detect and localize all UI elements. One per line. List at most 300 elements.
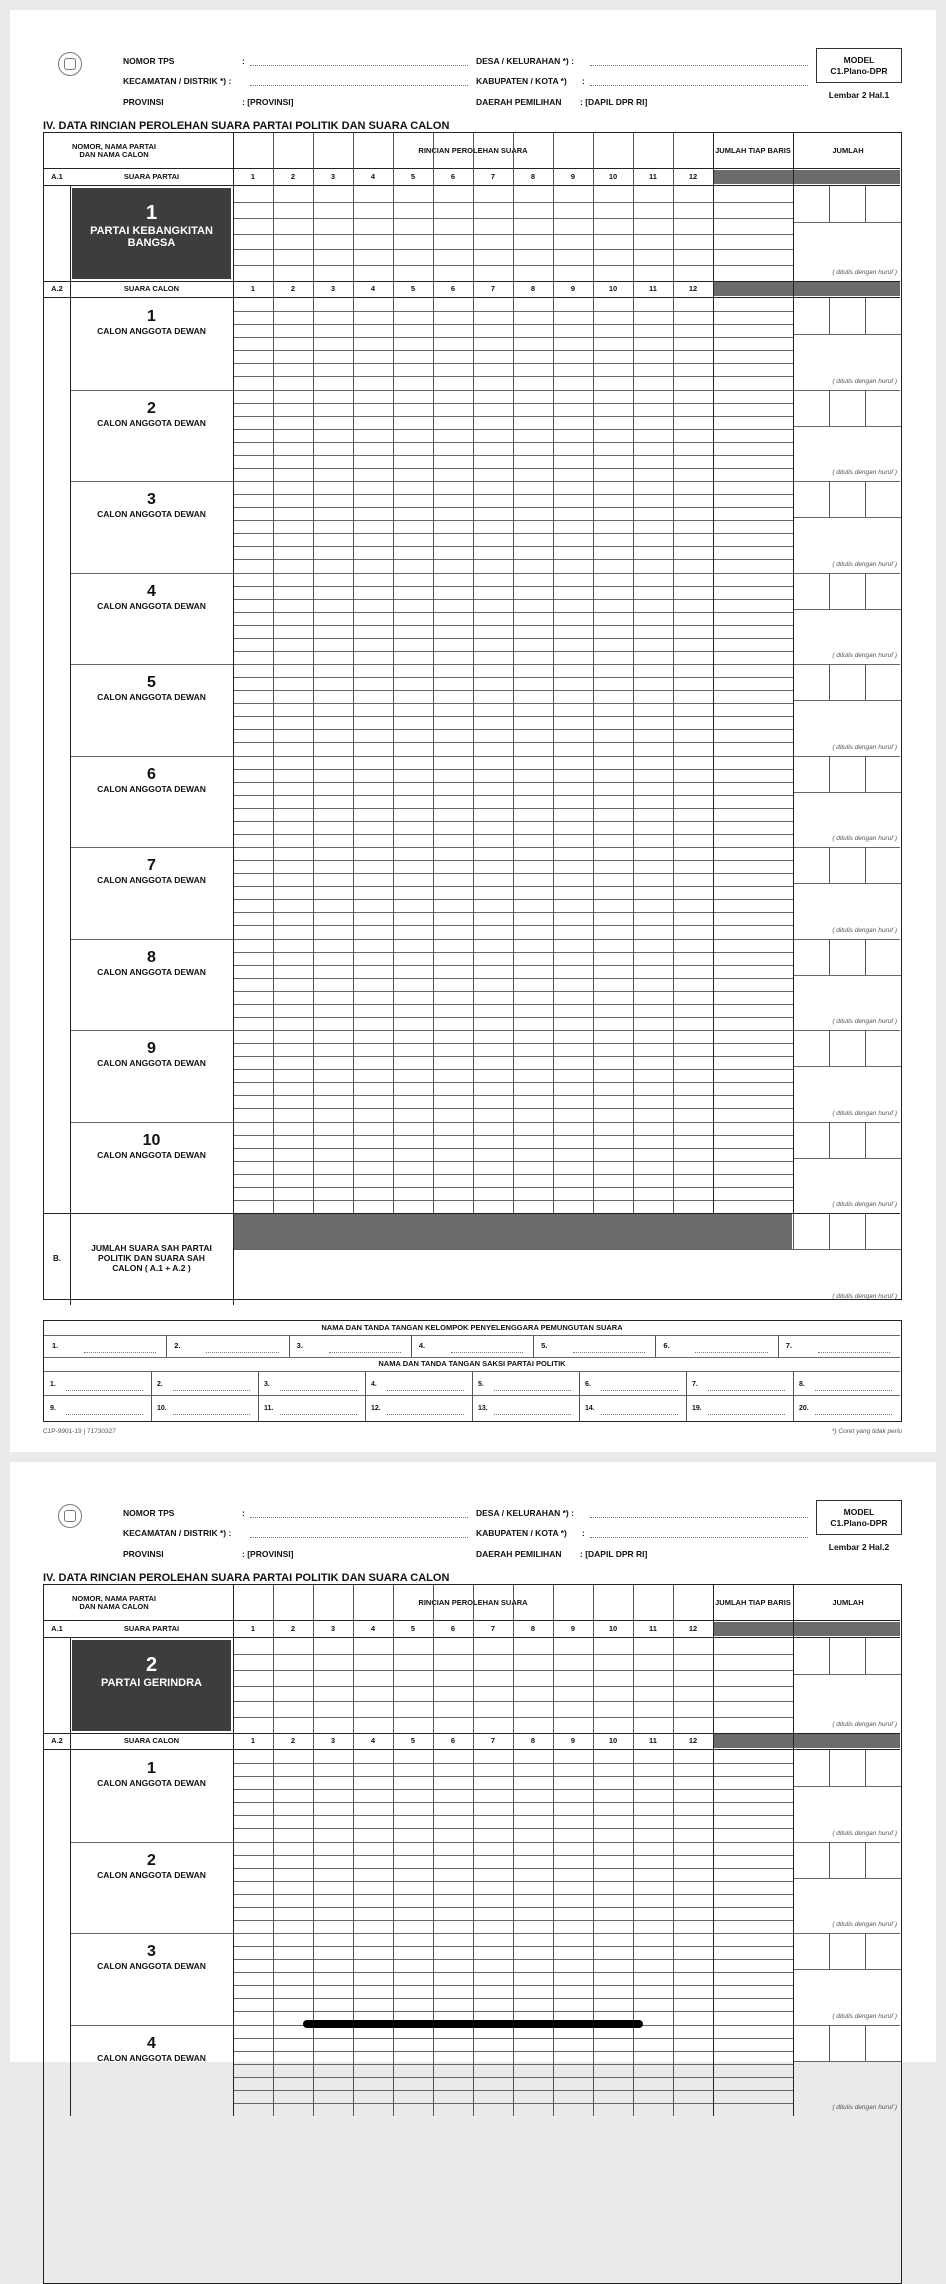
saksi-dots	[708, 1383, 785, 1391]
row-code-a2: A.2	[51, 284, 63, 293]
kabupaten-colon: :	[582, 1528, 585, 1538]
kpps-dots	[695, 1345, 767, 1353]
sig-div	[778, 1335, 779, 1357]
grid-col	[273, 1585, 274, 2116]
candidate-block	[70, 1030, 233, 1122]
grid-col	[673, 133, 674, 1213]
total-box-bottom	[793, 700, 901, 701]
nomor-tps-field[interactable]	[250, 58, 468, 66]
provinsi-value: : [PROVINSI]	[242, 1549, 294, 1559]
col-number: 11	[649, 1624, 657, 1633]
saksi-slot[interactable]: 12.	[371, 1405, 381, 1412]
party-block	[72, 1640, 231, 1731]
candidate-number: 1	[147, 308, 156, 325]
saksi-dots	[815, 1407, 892, 1415]
col-number: 1	[250, 1736, 256, 1745]
col-number: 7	[490, 1624, 496, 1633]
section-title: IV. DATA RINCIAN PEROLEHAN SUARA PARTAI POLITIK DAN SUARA CALON	[43, 1572, 450, 1584]
saksi-dots	[494, 1407, 571, 1415]
total-box-bottom	[793, 883, 901, 884]
candidate-number: 6	[147, 765, 156, 783]
saksi-dots	[280, 1407, 357, 1415]
total-box-bottom	[793, 334, 901, 335]
b-label: JUMLAH SUARA SAH PARTAI POLITIK DAN SUARA SAH CALON ( A.1 + A.2 )	[91, 1243, 212, 1273]
nomor-tps-label: NOMOR TPS	[123, 1508, 175, 1518]
subrow-bottom	[44, 185, 900, 186]
kpps-slot[interactable]: 6.	[663, 1341, 670, 1350]
sig-div	[533, 1335, 534, 1357]
in-words-note: ( ditulis dengan huruf )	[832, 1201, 897, 1208]
candidate-label: CALON ANGGOTA DEWAN	[97, 1961, 206, 1971]
row-code-a2: A.2	[51, 1736, 63, 1745]
total-box-div	[829, 939, 830, 975]
kabupaten-label: KABUPATEN / KOTA *)	[476, 76, 567, 86]
sheet-label: Lembar 2 Hal.1	[828, 90, 890, 100]
saksi-dots	[280, 1383, 357, 1391]
grid-col	[233, 1585, 234, 2116]
saksi-slot[interactable]: 10.	[157, 1405, 167, 1412]
kecamatan-field[interactable]	[250, 78, 468, 86]
grid-col	[393, 133, 394, 1213]
party-block	[72, 188, 231, 279]
saksi-slot[interactable]: 13.	[478, 1405, 488, 1412]
saksi-dots	[66, 1383, 143, 1391]
candidate-label: CALON ANGGOTA DEWAN	[97, 966, 206, 977]
col-number: 9	[570, 284, 576, 293]
candidate-label: CALON ANGGOTA DEWAN	[97, 875, 206, 885]
total-box-div	[829, 186, 830, 222]
total-col-left	[793, 133, 794, 1213]
candidate-number: 10	[142, 1131, 161, 1149]
candidate-block	[70, 390, 233, 482]
saksi-slot[interactable]: 2.	[157, 1381, 163, 1388]
candidate-label: CALON ANGGOTA DEWAN	[97, 326, 206, 336]
saksi-slot[interactable]: 19.	[692, 1405, 702, 1412]
kpu-logo	[58, 52, 82, 76]
grid-col	[353, 1585, 354, 2116]
col-header-total: JUMLAH	[832, 1597, 864, 1607]
total-box-div	[829, 573, 830, 609]
col-number: 12	[688, 1624, 698, 1633]
sig-div	[579, 1371, 580, 1421]
gray-band	[714, 1734, 900, 1748]
saksi-slot[interactable]: 1.	[50, 1381, 56, 1388]
grid-col	[553, 1585, 554, 2116]
col-number: 8	[530, 1624, 536, 1633]
kpps-dots	[573, 1345, 645, 1353]
saksi-dots	[815, 1383, 892, 1391]
col-number: 10	[608, 284, 618, 293]
col-header-per-row: JUMLAH TIAP BARIS	[715, 145, 791, 155]
candidate-number: 8	[147, 948, 156, 966]
total-box-bottom	[793, 1066, 901, 1067]
col-number: 2	[290, 284, 296, 293]
col-number: 5	[410, 284, 416, 293]
saksi-slot[interactable]: 20.	[799, 1405, 809, 1412]
col-number: 4	[370, 1624, 376, 1633]
col-header-detail: RINCIAN PEROLEHAN SUARA	[418, 145, 528, 155]
b-mid	[233, 1213, 234, 1305]
saksi-dots	[494, 1383, 571, 1391]
row-code-a1: A.1	[51, 172, 63, 181]
total-box-div	[865, 1638, 866, 1674]
grid-col	[513, 133, 514, 1213]
total-box-div	[865, 2025, 866, 2061]
model-box	[816, 48, 902, 83]
saksi-dots	[601, 1407, 678, 1415]
grid-col	[433, 1585, 434, 2116]
total-box-div	[865, 1122, 866, 1158]
total-box-div	[829, 1122, 830, 1158]
saksi-slot[interactable]: 4.	[371, 1381, 377, 1388]
col-number: 4	[370, 284, 376, 293]
total-box-div	[829, 664, 830, 700]
sheet-label: Lembar 2 Hal.2	[828, 1542, 890, 1552]
total-box-div	[865, 1750, 866, 1786]
candidate-number: 4	[147, 2034, 156, 2052]
candidate-label: CALON ANGGOTA DEWAN	[97, 417, 206, 428]
candidate-label: CALON ANGGOTA DEWAN	[97, 1869, 206, 1880]
grid-col	[633, 1585, 634, 2116]
desa-field[interactable]	[590, 1510, 808, 1518]
candidate-label: CALON ANGGOTA DEWAN	[97, 509, 206, 519]
total-box-div	[829, 481, 830, 517]
kabupaten-field[interactable]	[590, 78, 808, 86]
row-label-a1: SUARA PARTAI	[123, 172, 180, 181]
total-box-div	[865, 186, 866, 222]
daerah-value: : [DAPIL DPR RI]	[580, 1549, 648, 1559]
total-box-div	[829, 1030, 830, 1066]
saksi-slot[interactable]: 8.	[799, 1381, 805, 1388]
candidate-label: CALON ANGGOTA DEWAN	[97, 783, 206, 794]
total-box-bottom	[793, 1158, 901, 1159]
total-box-div	[865, 298, 866, 334]
in-words-note: ( ditulis dengan huruf )	[832, 835, 897, 842]
saksi-dots	[601, 1383, 678, 1391]
saksi-dots	[173, 1383, 250, 1391]
col-number: 8	[530, 284, 536, 293]
col-number: 9	[570, 1736, 576, 1745]
saksi-dots	[387, 1383, 464, 1391]
saksi-title: NAMA DAN TANDA TANGAN SAKSI PARTAI POLITIK	[378, 1359, 566, 1368]
model-title: MODEL	[843, 55, 875, 65]
col-number: 9	[570, 172, 576, 181]
total-box-bottom	[793, 975, 901, 976]
candidate-number: 3	[147, 1943, 156, 1960]
sig-div	[686, 1371, 687, 1421]
total-box-div	[829, 1213, 830, 1249]
candidate-block	[70, 2025, 233, 2117]
col-number: 5	[410, 1736, 416, 1745]
form-header	[10, 1462, 936, 1562]
col-number: 10	[608, 172, 618, 181]
candidate-block	[70, 1750, 233, 1842]
b-gray	[234, 1214, 792, 1249]
total-col-left	[793, 1585, 794, 2116]
total-box-div	[865, 390, 866, 426]
total-box-div	[829, 1933, 830, 1969]
kpps-dots	[451, 1345, 523, 1353]
candidate-label: CALON ANGGOTA DEWAN	[97, 2052, 206, 2063]
desa-label: DESA / KELURAHAN *) :	[476, 56, 574, 66]
desa-label: DESA / KELURAHAN *) :	[476, 1508, 574, 1518]
form-page-1	[10, 10, 936, 1452]
total-box-div	[865, 1933, 866, 1969]
total-box-bottom	[793, 1969, 901, 1970]
col-number: 2	[290, 172, 296, 181]
col-number: 2	[290, 1736, 296, 1745]
saksi-dots	[173, 1407, 250, 1415]
grid-col	[513, 1585, 514, 2116]
nomor-tps-colon: :	[242, 56, 245, 66]
grid-col	[633, 133, 634, 1213]
sig-div	[166, 1335, 167, 1357]
saksi-slot[interactable]: 11.	[264, 1405, 274, 1412]
section-title: IV. DATA RINCIAN PEROLEHAN SUARA PARTAI POLITIK DAN SUARA CALON	[43, 120, 450, 132]
party-number: 1	[145, 202, 158, 224]
nomor-tps-field[interactable]	[250, 1510, 468, 1518]
kpps-slot[interactable]: 2.	[174, 1341, 181, 1350]
col-number: 3	[330, 172, 336, 181]
total-box-div	[865, 664, 866, 700]
grid-col	[593, 133, 594, 1213]
col-number: 5	[410, 1624, 416, 1633]
grid-col	[473, 133, 474, 1213]
row-label-a2: SUARA CALON	[123, 1736, 180, 1745]
sig-div	[472, 1371, 473, 1421]
gray-band	[714, 282, 900, 296]
total-box-div	[793, 1213, 794, 1249]
total-box-div	[865, 1842, 866, 1878]
kecamatan-label: KECAMATAN / DISTRIK *) :	[123, 1528, 232, 1538]
kpps-dots	[84, 1345, 156, 1353]
grid-col	[233, 133, 234, 1213]
col-number: 6	[450, 172, 456, 181]
sig-div	[365, 1371, 366, 1421]
home-indicator[interactable]	[303, 2020, 643, 2028]
candidate-block	[70, 664, 233, 756]
candidate-label: CALON ANGGOTA DEWAN	[97, 1778, 206, 1788]
sig-div	[411, 1335, 412, 1357]
row-code-a1: A.1	[51, 1624, 63, 1633]
row-label-a2: SUARA CALON	[123, 284, 180, 293]
in-words-note: ( ditulis dengan huruf )	[832, 1829, 897, 1837]
in-words-note: ( ditulis dengan huruf )	[832, 1018, 897, 1025]
provinsi-label: PROVINSI	[123, 97, 164, 107]
grid-col	[273, 133, 274, 1213]
kpps-slot[interactable]: 5.	[541, 1341, 548, 1350]
vote-table	[43, 132, 902, 1300]
col-number: 10	[608, 1624, 618, 1633]
col-number: 11	[649, 172, 657, 181]
col-number: 4	[370, 1736, 376, 1745]
b-left	[70, 1213, 71, 1305]
model-title: MODEL	[843, 1507, 875, 1517]
grid-col	[393, 1585, 394, 2116]
col-number: 4	[370, 172, 376, 181]
col-number: 11	[649, 1736, 657, 1745]
gray-band	[714, 1622, 900, 1636]
col-number: 3	[330, 284, 336, 293]
grid-col	[553, 133, 554, 1213]
col-number: 11	[649, 284, 657, 293]
col-header-detail: RINCIAN PEROLEHAN SUARA	[418, 1597, 528, 1607]
grid-col	[313, 133, 314, 1213]
saksi-slot[interactable]: 9.	[50, 1405, 56, 1412]
signature-section	[43, 1320, 902, 1422]
kpps-dots	[206, 1345, 278, 1353]
col-number: 3	[330, 1624, 336, 1633]
total-box-div	[865, 1030, 866, 1066]
party-number: 2	[145, 1654, 158, 1676]
model-code: C1.Plano-DPR	[830, 66, 888, 76]
grid-col	[673, 1585, 674, 2116]
kpps-title: NAMA DAN TANDA TANGAN KELOMPOK PENYELENGGARA PEMUNGUTAN SUARA	[321, 1323, 623, 1332]
sig-div	[258, 1371, 259, 1421]
col-number: 1	[250, 1624, 256, 1633]
saksi-slot[interactable]: 5.	[478, 1381, 484, 1388]
kabupaten-colon: :	[582, 76, 585, 86]
daerah-label: DAERAH PEMILIHAN	[476, 97, 562, 107]
total-box-bottom	[793, 222, 901, 223]
candidate-label: CALON ANGGOTA DEWAN	[97, 692, 206, 702]
col-number: 12	[688, 172, 698, 181]
in-words-note: ( ditulis dengan huruf )	[832, 1293, 897, 1300]
code-col	[70, 1637, 71, 2116]
col-number: 2	[290, 1624, 296, 1633]
grid-col	[713, 1585, 714, 2116]
kecamatan-label: KECAMATAN / DISTRIK *) :	[123, 76, 232, 86]
candidate-number: 4	[147, 582, 156, 600]
total-box-div	[829, 847, 830, 883]
total-box-bottom	[793, 1674, 901, 1675]
total-box-bottom	[793, 792, 901, 793]
b-code: B.	[53, 1254, 61, 1263]
in-words-note: ( ditulis dengan huruf )	[832, 269, 897, 276]
total-box-bottom	[793, 426, 901, 427]
total-box-div	[865, 939, 866, 975]
total-box-div	[829, 1842, 830, 1878]
code-col	[70, 185, 71, 1213]
daerah-value: : [DAPIL DPR RI]	[580, 97, 648, 107]
candidate-number: 9	[147, 1040, 156, 1057]
total-box-div	[865, 847, 866, 883]
total-box-div	[829, 390, 830, 426]
party-name: PARTAI KEBANGKITAN BANGSA	[90, 225, 213, 249]
saksi-slot[interactable]: 7.	[692, 1381, 698, 1388]
in-words-note: ( ditulis dengan huruf )	[832, 2012, 897, 2020]
model-code: C1.Plano-DPR	[830, 1518, 888, 1528]
col-number: 12	[688, 284, 698, 293]
col-number: 6	[450, 1624, 456, 1633]
kpu-logo	[58, 1504, 82, 1528]
in-words-note: ( ditulis dengan huruf )	[832, 1109, 897, 1117]
saksi-dots	[387, 1407, 464, 1415]
sig-line	[44, 1335, 900, 1336]
grid-col	[473, 1585, 474, 2116]
candidate-block	[70, 847, 233, 939]
candidate-number: 7	[147, 857, 156, 874]
col-header-name: NOMOR, NAMA PARTAI DAN NAMA CALON	[71, 141, 157, 159]
kecamatan-field[interactable]	[250, 1530, 468, 1538]
candidate-number: 5	[147, 674, 156, 691]
grid-col	[353, 133, 354, 1213]
grid-col	[713, 133, 714, 1213]
saksi-slot[interactable]: 6.	[585, 1381, 591, 1388]
col-number: 7	[490, 172, 496, 181]
subrow-bottom	[44, 1637, 900, 1638]
col-number: 6	[450, 284, 456, 293]
kpps-dots	[818, 1345, 890, 1353]
total-box-div	[829, 1638, 830, 1674]
saksi-slot[interactable]: 14.	[585, 1405, 595, 1412]
model-box	[816, 1500, 902, 1535]
in-words-note: ( ditulis dengan huruf )	[832, 652, 897, 659]
candidate-label: CALON ANGGOTA DEWAN	[97, 1058, 206, 1068]
col-header-name: NOMOR, NAMA PARTAI DAN NAMA CALON	[71, 1593, 157, 1611]
candidate-block	[70, 1933, 233, 2025]
candidate-number: 2	[147, 1851, 156, 1869]
party-name: PARTAI GERINDRA	[100, 1677, 203, 1689]
col-number: 8	[530, 1736, 536, 1745]
sig-div	[793, 1371, 794, 1421]
footer-code: C1P-9901-19 | 71730327	[43, 1428, 116, 1435]
candidate-block	[70, 1842, 233, 1934]
candidate-label: CALON ANGGOTA DEWAN	[97, 1149, 206, 1160]
in-words-note: ( ditulis dengan huruf )	[832, 377, 897, 385]
kabupaten-field[interactable]	[590, 1530, 808, 1538]
provinsi-label: PROVINSI	[123, 1549, 164, 1559]
kpps-slot[interactable]: 4.	[418, 1341, 426, 1350]
kpps-dots	[329, 1345, 401, 1353]
daerah-label: DAERAH PEMILIHAN	[476, 1549, 562, 1559]
form-header	[10, 10, 936, 110]
total-box-div	[829, 756, 830, 792]
in-words-note: ( ditulis dengan huruf )	[832, 560, 897, 568]
total-box-div	[829, 298, 830, 334]
kpps-slot[interactable]: 1.	[52, 1341, 59, 1350]
col-number: 9	[570, 1624, 576, 1633]
col-number: 1	[250, 284, 256, 293]
col-number: 5	[410, 172, 416, 181]
col-number: 1	[250, 172, 256, 181]
candidate-block	[70, 481, 233, 573]
kpps-slot[interactable]: 7.	[785, 1341, 792, 1350]
candidate-block	[70, 1122, 233, 1214]
candidate-block	[70, 939, 233, 1031]
col-number: 10	[608, 1736, 618, 1745]
candidate-block	[70, 756, 233, 848]
total-box-div	[829, 1750, 830, 1786]
col-header-total: JUMLAH	[832, 145, 864, 155]
in-words-note: ( ditulis dengan huruf )	[832, 926, 897, 934]
col-number: 7	[490, 1736, 496, 1745]
saksi-slot[interactable]: 3.	[264, 1381, 270, 1388]
desa-field[interactable]	[590, 58, 808, 66]
gray-band	[714, 170, 900, 184]
total-box-bottom	[793, 609, 901, 610]
sig-div	[289, 1335, 290, 1357]
nomor-tps-colon: :	[242, 1508, 245, 1518]
candidate-block	[70, 298, 233, 390]
kpps-slot[interactable]: 3.	[296, 1341, 303, 1350]
total-box-div	[865, 1213, 866, 1249]
col-header-per-row: JUMLAH TIAP BARIS	[715, 1597, 791, 1607]
row-label-a1: SUARA PARTAI	[123, 1624, 180, 1633]
candidate-number: 1	[147, 1760, 156, 1777]
total-box-div	[865, 756, 866, 792]
provinsi-value: : [PROVINSI]	[242, 97, 294, 107]
